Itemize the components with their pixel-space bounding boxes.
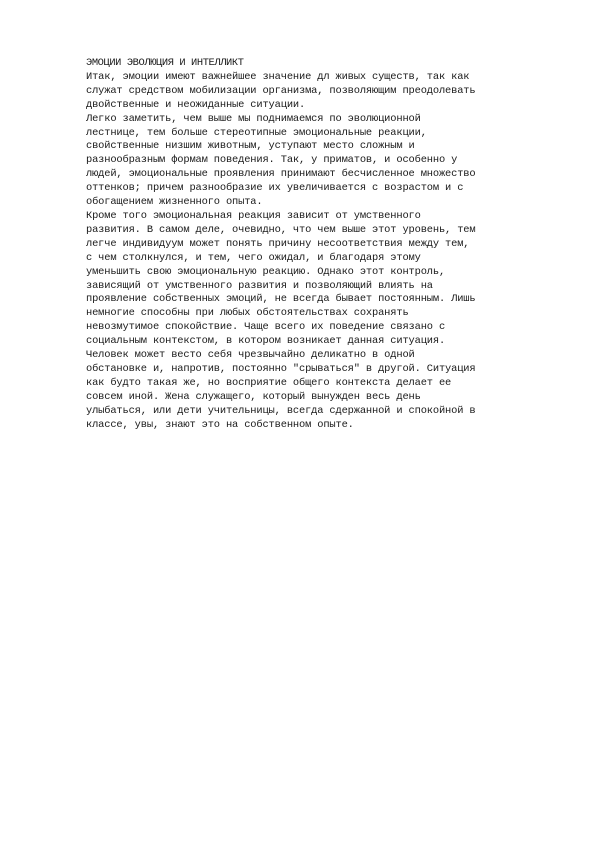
- body-line: зависящий от умственного развития и позволяющий влиять на: [86, 279, 433, 292]
- body-line: немногие способны при любых обстоятельствах сохранять: [86, 307, 409, 320]
- body-line: невозмутимое спокойствие. Чаще всего их поведение связано с: [86, 321, 446, 334]
- body-line: обогащением жизненного опыта.: [86, 196, 263, 209]
- body-line: с чем столкнулся, и тем, чего ожидал, и благодаря этому: [86, 251, 421, 264]
- body-line: проявление собственных эмоций, не всегда бывает постоянным. Лишь: [86, 293, 476, 306]
- body-line: социальным контекстом, в котором возникает данная ситуация.: [86, 335, 446, 348]
- body-line: разнообразным формам поведения. Так, у приматов, и особенно у: [86, 154, 458, 167]
- document-title: ЭМОЦИИ ЭВОЛЮЦИЯ И ИНТЕЛЛИКТ: [86, 57, 244, 69]
- body-line: свойственные низшим животным, уступают место сложным и: [86, 140, 415, 153]
- body-line: развития. В самом деле, очевидно, что чем выше этот уровень, тем: [86, 223, 476, 236]
- body-line: легче индивидуум может понять причину несоответствия между тем,: [86, 237, 470, 250]
- body-line: улыбаться, или дети учительницы, всегда сдержанной и спокойной в: [86, 404, 476, 417]
- document-body: [86, 71, 566, 433]
- body-line: обстановке и, напротив, постоянно "срываться" в другой. Ситуация: [86, 362, 476, 375]
- document-page: [86, 57, 566, 432]
- body-line: людей, эмоциональные проявления принимают бесчисленное множество: [86, 168, 476, 181]
- body-line: совсем иной. Жена служащего, который вынужден весь день: [86, 390, 421, 403]
- body-line: Итак, эмоции имеют важнейшее значение дл живых существ, так как: [86, 70, 470, 83]
- body-line: классе, увы, знают это на собственном опыте.: [86, 418, 354, 431]
- body-line: Кроме того эмоциональная реакция зависит от умственного: [86, 209, 421, 222]
- body-line: оттенков; причем разнообразие их увеличивается с возрастом и с: [86, 182, 464, 195]
- body-line: служат средством мобилизации организма, позволяющим преодолевать: [86, 84, 476, 97]
- body-line: Человек может весто себя чрезвычайно деликатно в одной: [86, 349, 415, 362]
- body-line: уменьшить свою эмоциональную реакцию. Однако этот контроль,: [86, 265, 446, 278]
- body-line: как будто такая же, но восприятие общего контекста делает ее: [86, 376, 452, 389]
- body-line: двойственные и неожиданные ситуации.: [86, 98, 306, 111]
- body-line: лестнице, тем больше стереотипные эмоциональные реакции,: [86, 126, 427, 139]
- body-line: Легко заметить, чем выше мы поднимаемся по эволюционной: [86, 112, 421, 125]
